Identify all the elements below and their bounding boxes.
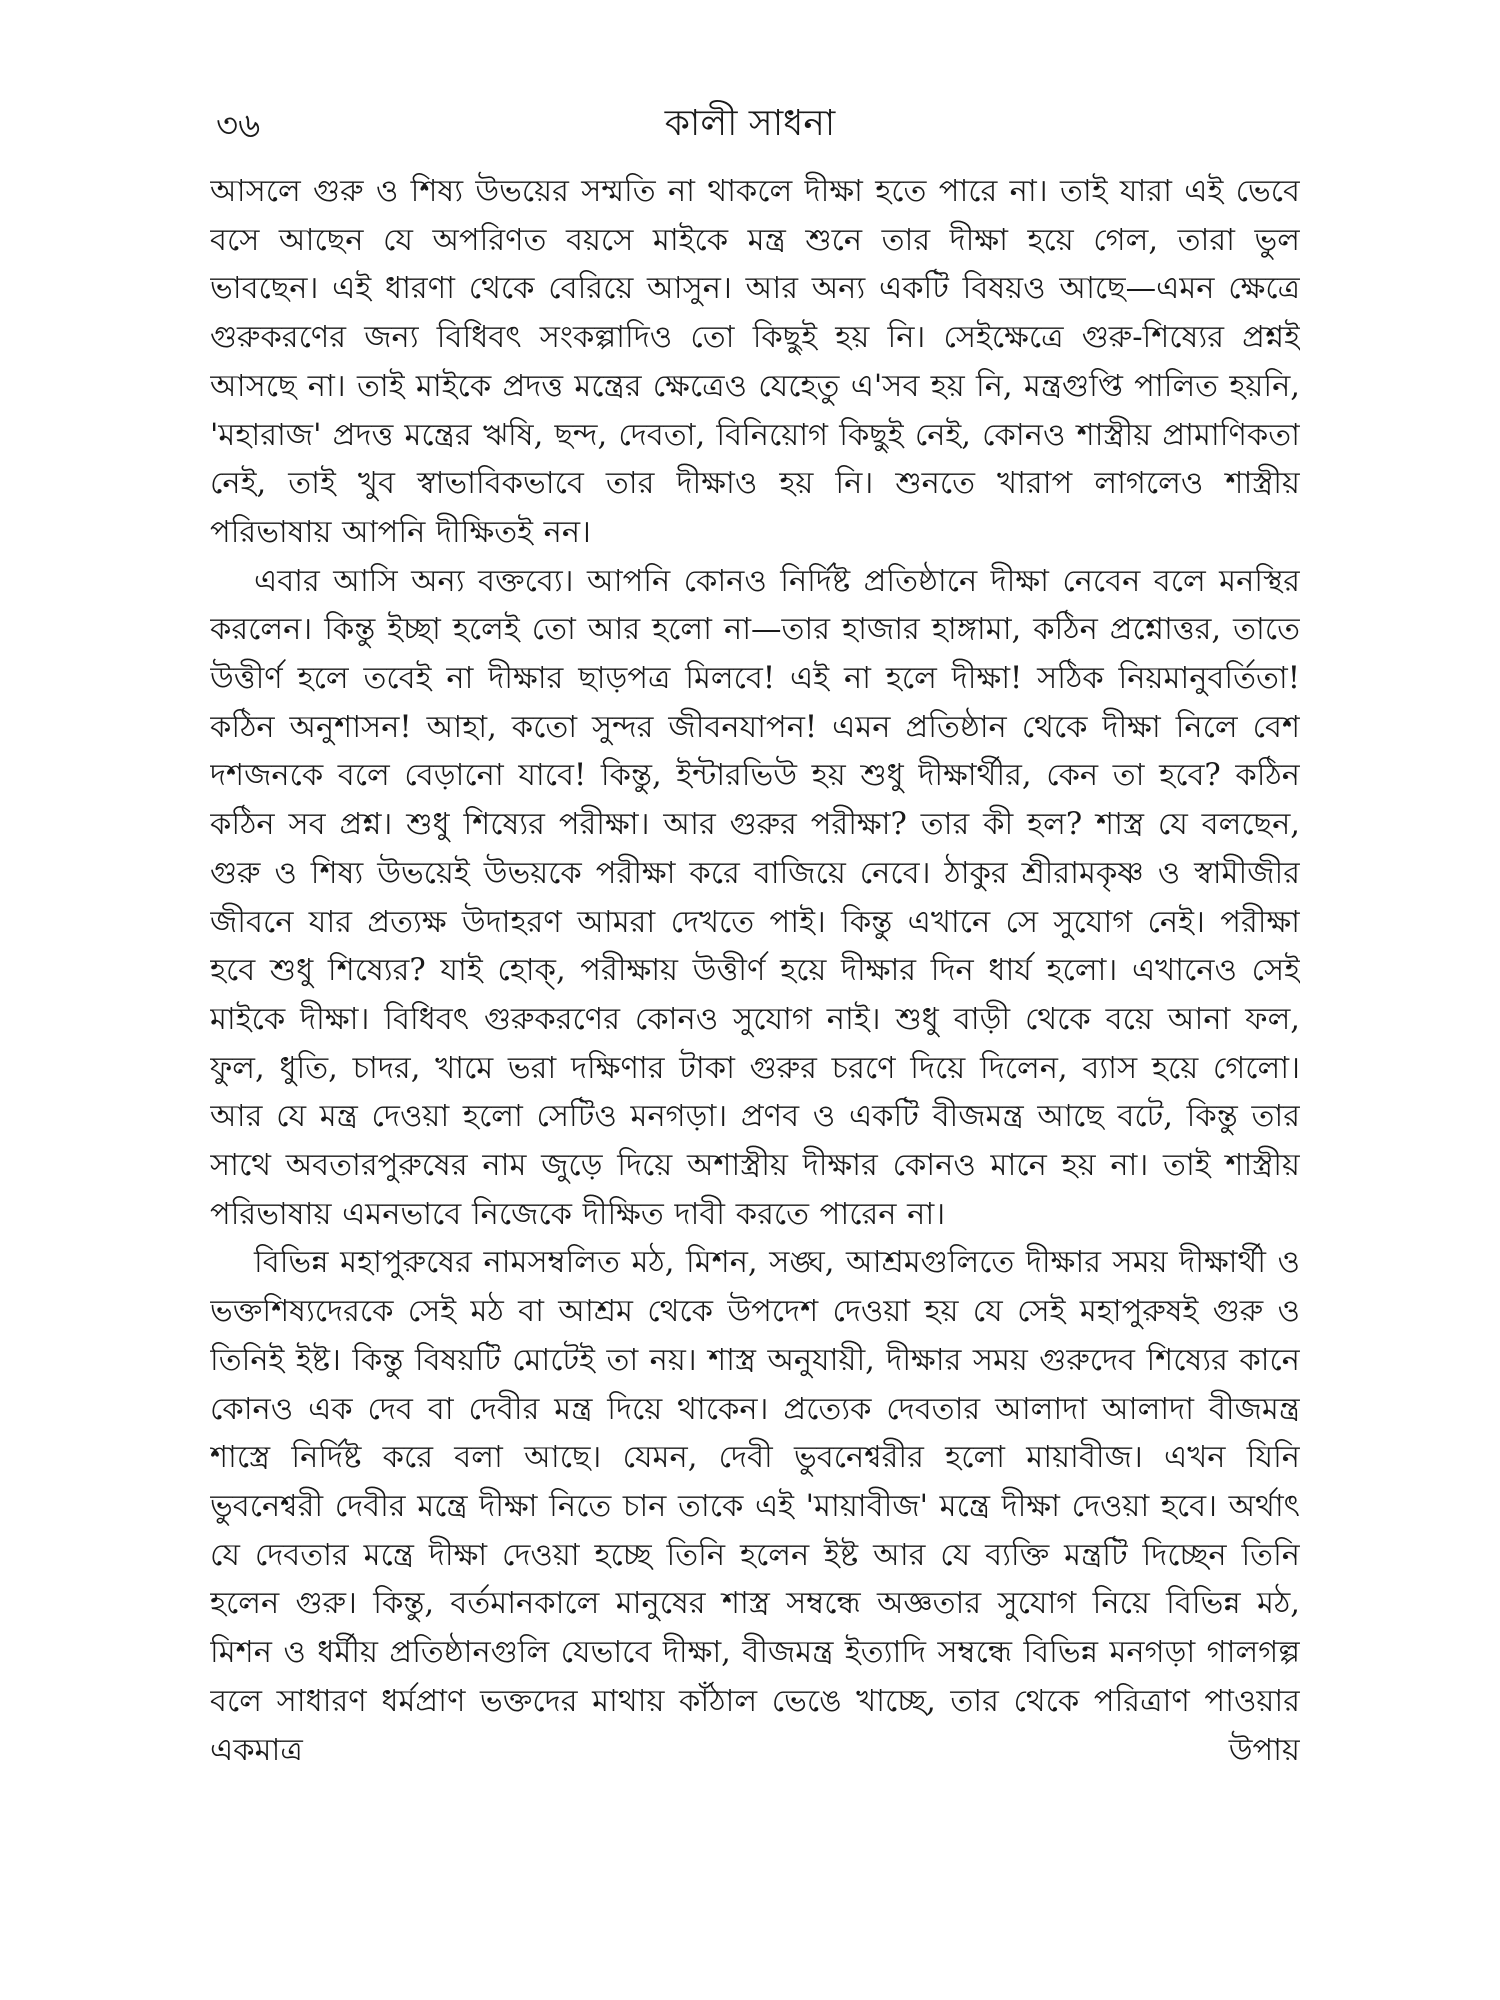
paragraph-2: এবার আসি অন্য বক্তব্যে। আপনি কোনও নির্দিষ্ট প্রতিষ্ঠানে দীক্ষা নেবেন বলে মনস্থির করলেন। কিন্তু ইচ্ছা হলেই তো আর হলো না—তার হাজার হাঙ্গামা, কঠিন প্রশ্নোত্তর, তাতে উত্তীর্ণ হলে তবেই না দীক্ষার ছাড়পত্র মিলবে! এই না হলে দীক্ষা! সঠিক নিয়মানুবর্তিতা! কঠিন অনুশাসন! আহা, কতো সুন্দর জীবনযাপন! এমন প্রতিষ্ঠান থেকে দীক্ষা নিলে বেশ দশজনকে বলে বেড়ানো যাবে! কিন্তু, ইন্টারভিউ হয় শুধু দীক্ষার্থীর, কেন তা হবে? কঠিন কঠিন সব প্রশ্ন। শুধু শিষ্যের পরীক্ষা। আর গুরুর পরীক্ষা? তার কী হল? শাস্ত্র যে বলছেন, গুরু ও শিষ্য উভয়েই উভয়কে পরীক্ষা করে বাজিয়ে নেবে। ঠাকুর শ্রীরামকৃষ্ণ ও স্বামীজীর জীবনে যার প্রত্যক্ষ উদাহরণ আমরা দেখতে পাই। কিন্তু এখানে সে সুযোগ নেই। পরীক্ষা হবে শুধু শিষ্যের? যাই হোক্, পরীক্ষায় উত্তীর্ণ হয়ে দীক্ষার দিন ধার্য হলো। এখানেও সেই মাইকে দীক্ষা। বিধিবৎ গুরুকরণের কোনও সুযোগ নাই। শুধু বাড়ী থেকে বয়ে আনা ফল, ফুল, ধুতি, চাদর, খামে ভরা দক্ষিণার টাকা গুরুর চরণে দিয়ে দিলেন, ব্যাস হয়ে গেলো। আর যে মন্ত্র দেওয়া হলো সেটিও মনগড়া। প্রণব ও একটি বীজমন্ত্র আছে বটে, কিন্তু তার সাথে অবতারপুরুষের নাম জুড়ে দিয়ে অশাস্ত্রীয় দীক্ষার কোনও মানে হয় না। তাই শাস্ত্রীয় পরিভাষায় এমনভাবে নিজেকে দীক্ষিত দাবী করতে পারেন না। [210,563,1300,1232]
body-text [210,168,1300,1968]
running-title: কালী সাধনা [664,103,836,144]
paragraph-1: আসলে গুরু ও শিষ্য উভয়ের সম্মতি না থাকলে দীক্ষা হতে পারে না। তাই যারা এই ভেবে বসে আছেন যে অপরিণত বয়সে মাইকে মন্ত্র শুনে তার দীক্ষা হয়ে গেল, তারা ভুল ভাবছেন। এই ধারণা থেকে বেরিয়ে আসুন। আর অন্য একটি বিষয়ও আছে—এমন ক্ষেত্রে গুরুকরণের জন্য বিধিবৎ সংকল্পাদিও তো কিছুই হয় নি। সেইক্ষেত্রে গুরু-শিষ্যের প্রশ্নই আসছে না। তাই মাইকে প্রদত্ত মন্ত্রের ক্ষেত্রেও যেহেতু এ'সব হয় নি, মন্ত্রগুপ্তি পালিত হয়নি, 'মহারাজ' প্রদত্ত মন্ত্রের ঋষি, ছন্দ, দেবতা, বিনিয়োগ কিছুই নেই, কোনও শাস্ত্রীয় প্রামাণিকতা নেই, তাই খুব স্বাভাবিকভাবে তার দীক্ষাও হয় নি। শুনতে খারাপ লাগলেও শাস্ত্রীয় পরিভাষায় আপনি দীক্ষিতই নন। [210,174,1300,550]
page-header [200,92,1300,152]
paragraph-3: বিভিন্ন মহাপুরুষের নামসম্বলিত মঠ, মিশন, সঙ্ঘ, আশ্রমগুলিতে দীক্ষার সময় দীক্ষার্থী ও ভক্তশিষ্যদেরকে সেই মঠ বা আশ্রম থেকে উপদেশ দেওয়া হয় যে সেই মহাপুরুষই গুরু ও তিনিই ইষ্ট। কিন্তু বিষয়টি মোটেই তা নয়। শাস্ত্র অনুযায়ী, দীক্ষার সময় গুরুদেব শিষ্যের কানে কোনও এক দেব বা দেবীর মন্ত্র দিয়ে থাকেন। প্রত্যেক দেবতার আলাদা আলাদা বীজমন্ত্র শাস্ত্রে নির্দিষ্ট করে বলা আছে। যেমন, দেবী ভুবনেশ্বরীর হলো মায়াবীজ। এখন যিনি ভুবনেশ্বরী দেবীর মন্ত্রে দীক্ষা নিতে চান তাকে এই 'মায়াবীজ' মন্ত্রে দীক্ষা দেওয়া হবে। অর্থাৎ যে দেবতার মন্ত্রে দীক্ষা দেওয়া হচ্ছে তিনি হলেন ইষ্ট আর যে ব্যক্তি মন্ত্রটি দিচ্ছেন তিনি হলেন গুরু। কিন্তু, বর্তমানকালে মানুষের শাস্ত্র সম্বন্ধে অজ্ঞতার সুযোগ নিয়ে বিভিন্ন মঠ, মিশন ও ধর্মীয় প্রতিষ্ঠানগুলি যেভাবে দীক্ষা, বীজমন্ত্র ইত্যাদি সম্বন্ধে বিভিন্ন মনগড়া গালগল্প বলে সাধারণ ধর্মপ্রাণ ভক্তদের মাথায় কাঁঠাল ভেঙে খাচ্ছে, তার থেকে পরিত্রাণ পাওয়ার একমাত্র উপায় [210,1245,1300,1768]
page-number: ৩৬ [216,106,261,146]
